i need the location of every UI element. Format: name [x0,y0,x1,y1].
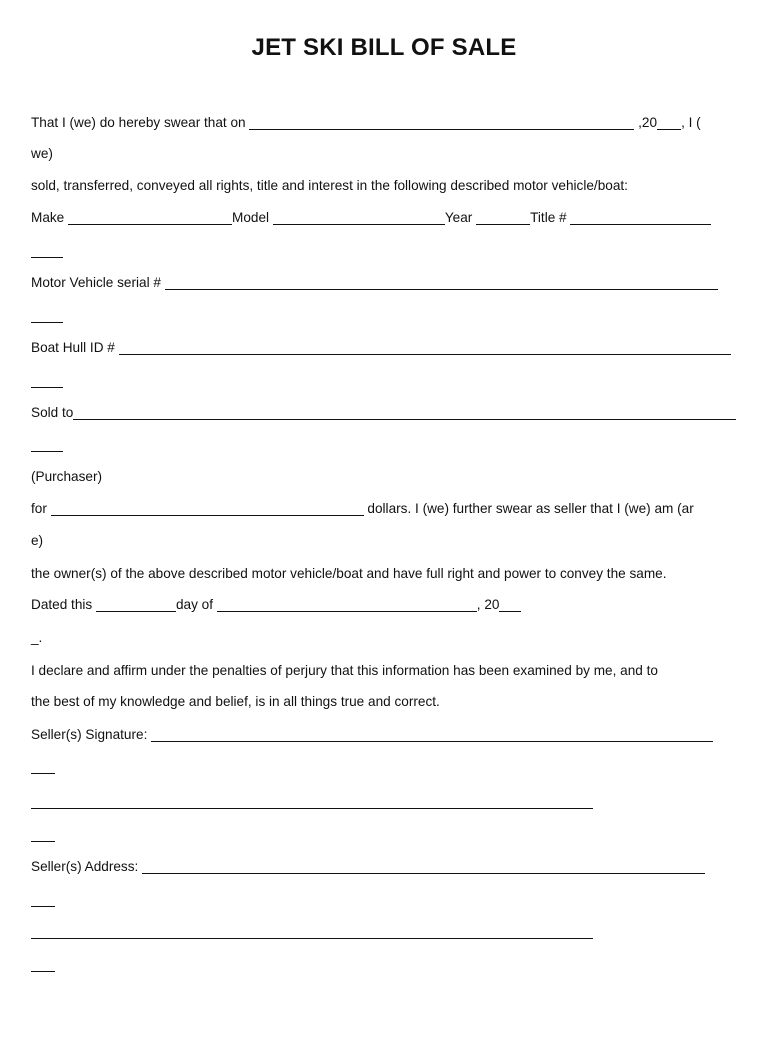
title-number-blank[interactable] [570,211,711,225]
line-price [31,500,694,518]
blank[interactable] [31,828,55,842]
blank-continuation [31,891,55,909]
text-line: _. [31,630,43,645]
text: ,20 [634,115,658,130]
month-blank[interactable] [217,598,477,612]
price-blank[interactable] [51,502,364,516]
text-line: e) [31,533,44,548]
text: Make [31,210,69,225]
blank-continuation [31,956,55,974]
text: Year [444,210,477,225]
serial-blank[interactable] [165,276,718,290]
text-line: the best of my knowledge and belief, is in all things true and correct. [31,694,440,709]
day-blank[interactable] [96,598,176,612]
year-field-blank[interactable] [476,211,530,225]
text: , I ( [681,115,701,130]
blank[interactable] [31,438,63,452]
address-blank-2[interactable] [31,925,593,939]
date-blank[interactable] [249,116,634,130]
text: , 20 [476,597,500,612]
year-blank[interactable] [657,116,681,130]
line-hull-id [31,339,731,357]
text-line: (Purchaser) [31,469,103,484]
blank[interactable] [31,244,63,258]
hull-id-blank[interactable] [119,341,731,355]
text: Sold to [31,405,74,420]
blank[interactable] [31,374,63,388]
line-vehicle-details [31,209,711,227]
text-line: sold, transferred, conveyed all rights, title and interest in the following described motor vehicle/boat: [31,178,628,193]
text: for [31,501,51,516]
blank[interactable] [31,760,55,774]
blank-line [31,793,593,811]
text-line: the owner(s) of the above described motor vehicle/boat and have full right and power to convey the same. [31,566,667,581]
address-blank[interactable] [142,860,705,874]
blank-continuation [31,307,63,325]
text: Dated this [31,597,96,612]
line-dated [31,596,521,614]
line-swear-date [31,114,701,132]
purchaser-blank[interactable] [73,406,736,420]
line-seller-signature [31,726,713,744]
blank[interactable] [31,893,55,907]
blank-continuation [31,758,55,776]
blank-continuation [31,826,55,844]
text: Motor Vehicle serial # [31,275,165,290]
line-serial [31,274,718,292]
blank-continuation [31,436,63,454]
signature-blank-2[interactable] [31,795,593,809]
model-blank[interactable] [273,211,445,225]
blank-continuation [31,242,63,260]
text-line: we) [31,146,53,161]
text: dollars. I (we) further swear as seller that I (we) am (ar [363,501,694,516]
blank-continuation [31,372,63,390]
line-seller-address [31,858,705,876]
text: Seller(s) Signature: [31,727,152,742]
line-sold-to [31,404,736,422]
text: Boat Hull ID # [31,340,119,355]
make-blank[interactable] [68,211,232,225]
blank[interactable] [31,309,63,323]
year-blank[interactable] [499,598,521,612]
document-title: JET SKI BILL OF SALE [251,34,517,61]
text-line: I declare and affirm under the penalties of perjury that this information has been examined by me, and to [31,663,658,678]
text: Seller(s) Address: [31,859,143,874]
blank-line [31,923,593,941]
blank[interactable] [31,958,55,972]
text: That I (we) do hereby swear that on [31,115,250,130]
text: Model [232,210,273,225]
signature-blank[interactable] [151,728,713,742]
text: day of [175,597,217,612]
text: Title # [530,210,571,225]
